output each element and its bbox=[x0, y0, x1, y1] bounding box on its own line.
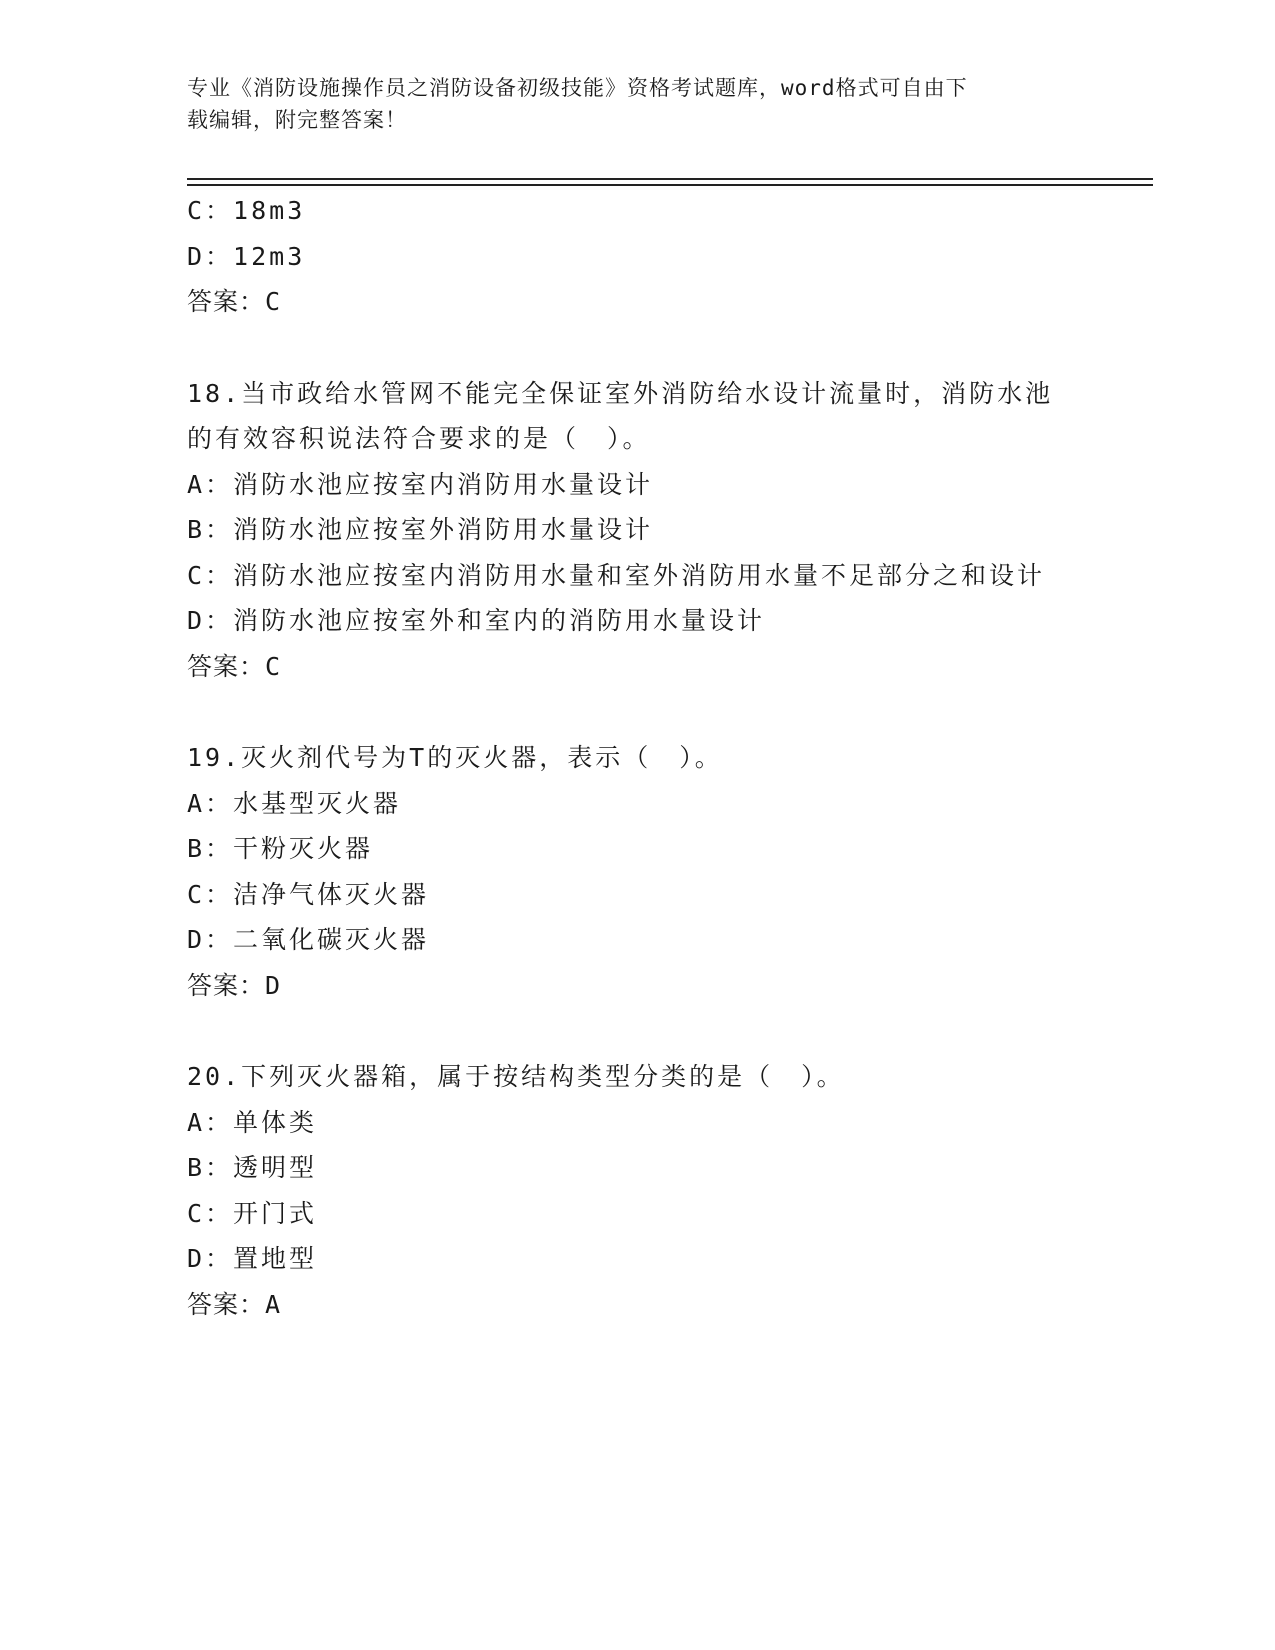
header-divider-bottom bbox=[187, 184, 1153, 186]
previous-question-tail bbox=[187, 188, 1147, 325]
header-line-2: 载编辑，附完整答案！ bbox=[187, 108, 407, 132]
question-stem-continued: 的有效容积说法符合要求的是（ ）。 bbox=[187, 424, 651, 453]
document-header bbox=[187, 72, 1067, 136]
option-b: B：消防水池应按室外消防用水量设计 bbox=[187, 515, 654, 544]
option-d: D：消防水池应按室外和室内的消防用水量设计 bbox=[187, 606, 766, 635]
header-line-1: 专业《消防设施操作员之消防设备初级技能》资格考试题库，word格式可自由下 bbox=[187, 76, 968, 100]
option-a: A：消防水池应按室内消防用水量设计 bbox=[187, 469, 654, 499]
question-20 bbox=[187, 1054, 1147, 1327]
question-stem: 19.灭火剂代号为T的灭火器，表示（ ）。 bbox=[187, 743, 723, 772]
question-18 bbox=[187, 371, 1147, 690]
question-stem: 20.下列灭火器箱，属于按结构类型分类的是（ ）。 bbox=[187, 1062, 845, 1091]
question-stem: 18.当市政给水管网不能完全保证室外消防给水设计流量时，消防水池 bbox=[187, 378, 1054, 408]
answer-line: 答案：C bbox=[187, 651, 282, 681]
answer-line: 答案：A bbox=[187, 1289, 282, 1319]
option-a: A：单体类 bbox=[187, 1107, 318, 1137]
option-a: A：水基型灭火器 bbox=[187, 788, 402, 818]
option-c: C：消防水池应按室内消防用水量和室外消防用水量不足部分之和设计 bbox=[187, 560, 1046, 590]
header-divider-top bbox=[187, 178, 1153, 180]
question-19 bbox=[187, 735, 1147, 1008]
question-content bbox=[187, 188, 1147, 1327]
option-b: B：透明型 bbox=[187, 1153, 318, 1182]
option-d: D：二氧化碳灭火器 bbox=[187, 925, 430, 954]
option-c: C：18m3 bbox=[187, 196, 306, 225]
option-d: D：置地型 bbox=[187, 1244, 318, 1273]
option-b: B：干粉灭火器 bbox=[187, 834, 374, 863]
option-c: C：开门式 bbox=[187, 1198, 318, 1228]
option-c: C：洁净气体灭火器 bbox=[187, 879, 430, 909]
option-d: D：12m3 bbox=[187, 241, 306, 271]
answer-line: 答案：C bbox=[187, 287, 282, 316]
answer-line: 答案：D bbox=[187, 970, 282, 1000]
